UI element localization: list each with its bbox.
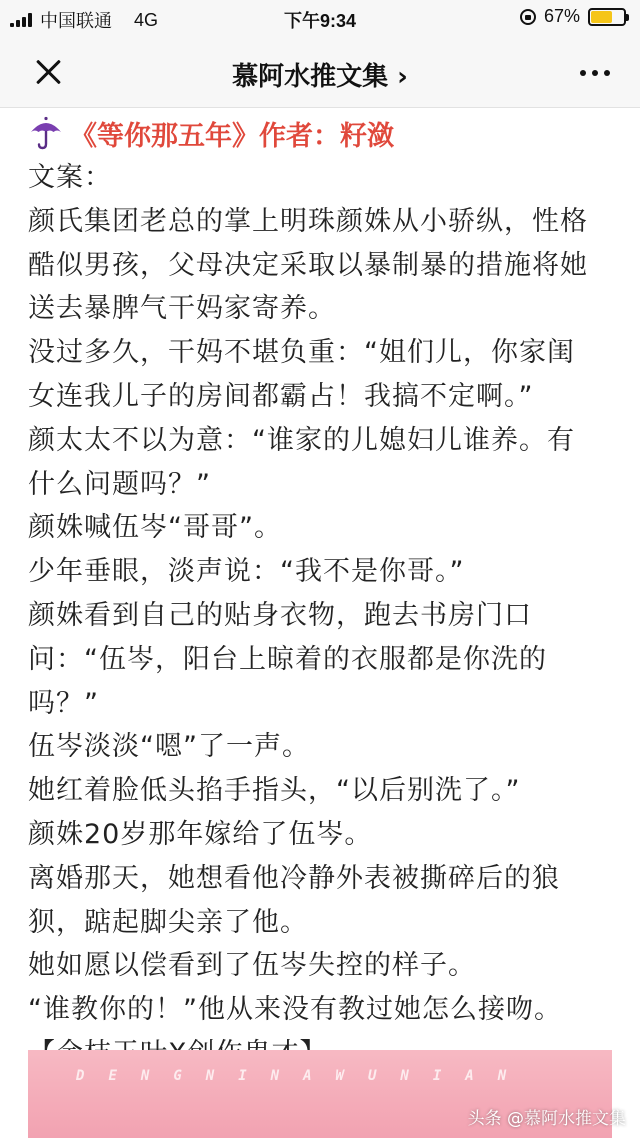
synopsis-line: 少年垂眼，淡声说：“我不是你哥。” (28, 556, 465, 588)
network-label: 4G (134, 9, 159, 30)
synopsis-line: 颜姝看到自己的贴身衣物，跑去书房门口 (28, 599, 532, 631)
battery-fill (591, 11, 612, 23)
cover-letter: E (108, 1068, 119, 1084)
status-bar (0, 0, 640, 36)
cover-letter: W (335, 1068, 346, 1084)
synopsis-line: 颜太太不以为意：“谁家的儿媳妇儿谁养。有 (28, 424, 575, 456)
cover-letter: I (238, 1068, 249, 1084)
carrier-label: 中国联通 (40, 11, 112, 31)
synopsis-line: 颜姝20岁那年嫁给了伍岑。 (28, 818, 373, 850)
cover-letters (76, 1068, 508, 1084)
synopsis-line: 伍岑淡淡“嗯”了一声。 (28, 731, 310, 763)
synopsis-line: 女连我儿子的房间都霸占！我搞不定啊。” (28, 380, 534, 412)
status-time: 下午9:34 (283, 11, 357, 31)
synopsis-line: 没过多久，干妈不堪负重：“姐们儿，你家闺 (28, 337, 575, 369)
article-content (28, 110, 618, 1076)
cover-letter: I (432, 1068, 444, 1084)
battery-icon (588, 8, 626, 26)
book-title-row (28, 110, 618, 156)
rotation-lock-icon (520, 9, 536, 25)
cover-letter: N (205, 1068, 217, 1084)
synopsis-line: 吗？” (28, 687, 99, 719)
synopsis-line: 颜姝喊伍岑“哥哥”。 (28, 512, 282, 544)
synopsis-line: 狈，踮起脚尖亲了他。 (28, 906, 308, 938)
cover-letter: G (173, 1068, 184, 1084)
synopsis-line: 她如愿以偿看到了伍岑失控的样子。 (28, 950, 476, 982)
watermark: 头条 @慕阿水推文集 (467, 1109, 626, 1129)
cover-letter: A (465, 1068, 476, 1084)
synopsis-line: 酷似男孩，父母决定采取以暴制暴的措施将她 (28, 249, 588, 281)
nav-bar (0, 36, 640, 108)
battery-percent: 67% (543, 6, 580, 26)
status-right (520, 6, 626, 27)
cover-letter: N (497, 1068, 509, 1084)
synopsis-line: 送去暴脾气干妈家寄养。 (28, 293, 336, 325)
cover-letter: N (270, 1068, 282, 1084)
synopsis-line: 文案： (28, 162, 112, 193)
synopsis-line: 颜氏集团老总的掌上明珠颜姝从小骄纵，性格 (28, 205, 588, 237)
synopsis-line: 什么问题吗？” (28, 468, 211, 500)
synopsis-line: “谁教你的！”他从来没有教过她怎么接吻。 (28, 994, 562, 1026)
more-icon[interactable] (580, 70, 610, 76)
cover-letter: N (400, 1068, 411, 1084)
nav-title[interactable]: 慕阿水推文集 › (232, 62, 408, 92)
umbrella-icon (28, 115, 64, 151)
synopsis-line: 离婚那天，她想看他冷静外表被撕碎后的狼 (28, 862, 560, 894)
book-title: 《等你那五年》作者：籽潋 (70, 120, 394, 152)
synopsis-line: 她红着脸低头掐手指头，“以后别洗了。” (28, 775, 521, 807)
cover-letter: N (140, 1068, 152, 1084)
cover-letter: U (367, 1068, 379, 1084)
cover-letter: D (76, 1068, 87, 1084)
cover-letter: A (303, 1068, 314, 1084)
synopsis-text (28, 156, 618, 1076)
synopsis-line: 问：“伍岑，阳台上晾着的衣服都是你洗的 (28, 643, 547, 675)
